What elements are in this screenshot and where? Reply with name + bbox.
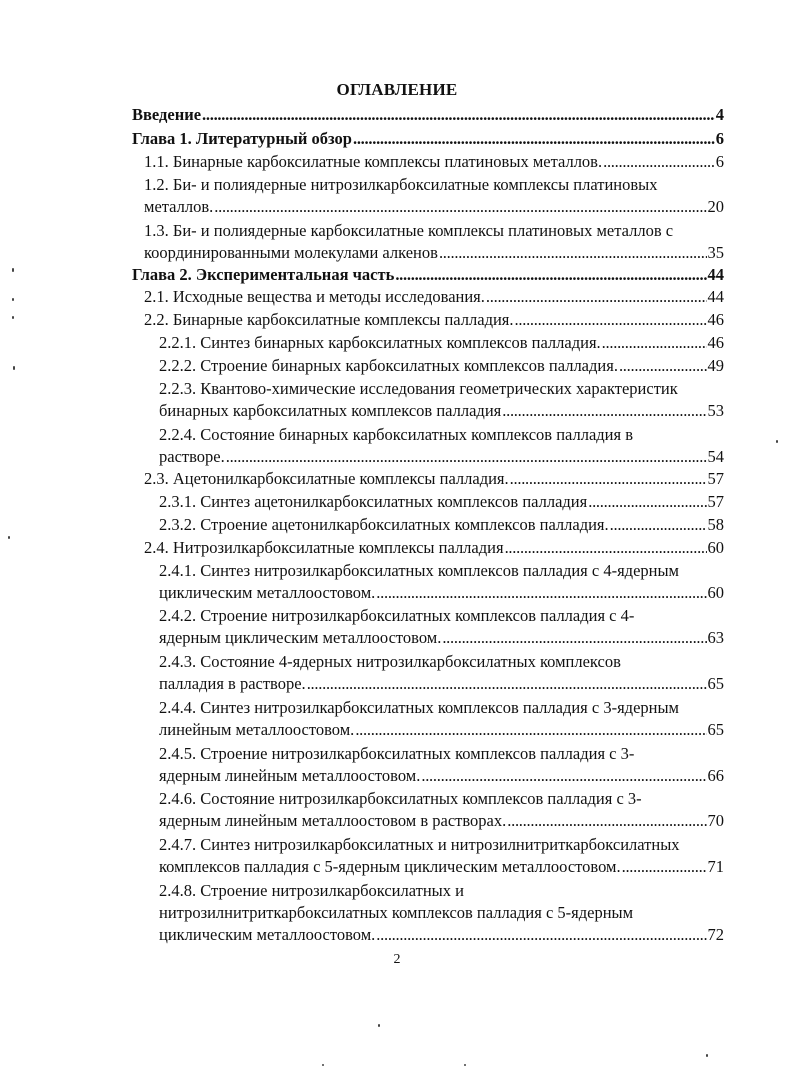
toc-page-number: 54 [707, 447, 724, 466]
toc-entry-title: палладия в растворе. [159, 674, 306, 693]
toc-page-number: 49 [707, 356, 724, 375]
toc-entry-title: циклическим металлоостовом. [159, 925, 376, 944]
toc-entry-leader-row [159, 491, 724, 513]
toc-entry [159, 788, 724, 832]
toc-entry-title: Введение [132, 105, 202, 124]
toc-entry [144, 309, 724, 331]
toc-entry-line: 2.4.1. Синтез нитрозилкарбоксилатных комплексов палладия с 4-ядерным [159, 561, 679, 580]
toc-entry [159, 743, 724, 787]
toc-entry [144, 151, 724, 173]
toc-dot-leader [376, 924, 706, 946]
toc-dot-leader [439, 242, 707, 264]
toc-dot-leader [486, 286, 707, 308]
toc-entry [144, 468, 724, 490]
toc-page-number: 65 [707, 674, 724, 693]
toc-entry [159, 880, 724, 946]
scan-speck [706, 1054, 708, 1057]
toc-entry-leader-row [144, 309, 724, 331]
toc-entry [159, 560, 724, 604]
toc-dot-leader [355, 719, 706, 741]
toc-entry-leader-row [159, 582, 724, 604]
scan-speck [12, 298, 14, 301]
toc-entry-title: 2.3. Ацетонилкарбоксилатные комплексы палладия. [144, 469, 509, 488]
toc-entry [159, 605, 724, 649]
toc-entry-title: Глава 2. Экспериментальная часть [132, 265, 395, 284]
toc-page-number: 44 [707, 287, 724, 306]
toc-page-number: 63 [707, 628, 724, 647]
toc-dot-leader [202, 104, 715, 126]
toc-entry [132, 104, 724, 126]
toc-entry-line: 2.4.7. Синтез нитрозилкарбоксилатных и нитрозилнитриткарбоксилатных [159, 835, 680, 854]
toc-entry-title: 2.1. Исходные вещества и методы исследования. [144, 287, 485, 306]
toc-page-number: 57 [707, 492, 724, 511]
toc-entry [159, 332, 724, 354]
toc-dot-leader [395, 264, 706, 286]
toc-entry [159, 651, 724, 695]
toc-entry-leader-row [159, 856, 724, 878]
toc-entry-title: 1.1. Бинарные карбоксилатные комплексы платиновых металлов. [144, 152, 603, 171]
toc-page-number: 46 [707, 333, 724, 352]
scan-speck [322, 1064, 324, 1066]
toc-dot-leader [603, 151, 715, 173]
toc-entry-leader-row [159, 446, 724, 468]
toc-dot-leader [214, 196, 706, 218]
toc-entry-line: 2.2.3. Квантово-химические исследования геометрических характеристик [159, 379, 678, 398]
toc-page-number: 70 [707, 811, 724, 830]
toc-entry-leader-row [144, 468, 724, 490]
toc-entry-line: 2.4.3. Состояние 4-ядерных нитрозилкарбоксилатных комплексов [159, 652, 621, 671]
toc-page-number: 60 [707, 538, 724, 557]
toc-entry-title: ядерным линейным металлоостовом в растворах. [159, 811, 507, 830]
toc-dot-leader [442, 627, 706, 649]
toc-entry-title: ядерным линейным металлоостовом. [159, 766, 421, 785]
toc-entry-line: 1.2. Би- и полиядерные нитрозилкарбоксилатные комплексы платиновых [144, 175, 658, 194]
toc-dot-leader [602, 332, 707, 354]
toc-entry-title: растворе. [159, 447, 225, 466]
toc-dot-leader [307, 673, 707, 695]
toc-dot-leader [505, 537, 707, 559]
toc-entry [159, 378, 724, 422]
toc-entry-title: 2.3.2. Строение ацетонилкарбоксилатных комплексов палладия. [159, 515, 609, 534]
toc-entry-leader-row [159, 673, 724, 695]
toc-dot-leader [588, 491, 706, 513]
toc-page-number: 71 [707, 857, 724, 876]
toc-entry-leader-row [159, 719, 724, 741]
toc-dot-leader [226, 446, 707, 468]
toc-entry-line: 2.4.2. Строение нитрозилкарбоксилатных комплексов палладия с 4- [159, 606, 635, 625]
scan-speck [8, 536, 10, 539]
toc-entry-title: координированными молекулами алкенов [144, 243, 438, 262]
toc-dot-leader [421, 765, 706, 787]
toc-entry-line: 2.4.4. Синтез нитрозилкарбоксилатных комплексов палладия с 3-ядерным [159, 698, 679, 717]
toc-dot-leader [353, 128, 715, 150]
toc-entry-leader-row [144, 196, 724, 218]
toc-entry-title: 2.4. Нитрозилкарбоксилатные комплексы палладия [144, 538, 504, 557]
scan-speck [776, 440, 778, 443]
toc-entry-line: 2.4.6. Состояние нитрозилкарбоксилатных комплексов палладия с 3- [159, 789, 642, 808]
toc-entry [132, 264, 724, 286]
toc-entry [159, 834, 724, 878]
toc-entry [159, 491, 724, 513]
toc-entry [159, 355, 724, 377]
toc-entry-leader-row [159, 810, 724, 832]
toc-dot-leader [622, 856, 707, 878]
toc-page-number: 20 [707, 197, 724, 216]
toc-entry-leader-row [144, 151, 724, 173]
toc-entry-title: 2.2.1. Синтез бинарных карбоксилатных комплексов палладия. [159, 333, 601, 352]
toc-page-number: 53 [707, 401, 724, 420]
toc-dot-leader [619, 355, 707, 377]
toc-page-number: 6 [715, 129, 724, 148]
toc-dot-leader [376, 582, 706, 604]
page-number: 2 [393, 952, 401, 967]
toc-dot-leader [610, 514, 707, 536]
toc-entry-leader-row [159, 400, 724, 422]
toc-entry-title: 2.2. Бинарные карбоксилатные комплексы палладия. [144, 310, 514, 329]
toc-entry-title: металлов. [144, 197, 214, 216]
toc-page-number: 58 [707, 515, 724, 534]
toc-entry-line: 2.4.5. Строение нитрозилкарбоксилатных комплексов палладия с 3- [159, 744, 635, 763]
toc-page-number: 66 [707, 766, 724, 785]
toc-page-number: 35 [707, 243, 724, 262]
scan-speck [12, 268, 14, 272]
toc-entry [159, 424, 724, 468]
toc-entry-title: линейным металлоостовом. [159, 720, 355, 739]
toc-entry [144, 220, 724, 264]
toc-page-number: 46 [707, 310, 724, 329]
toc-entry-leader-row [144, 242, 724, 264]
toc-entry-title: ядерным циклическим металлоостовом. [159, 628, 442, 647]
toc-entry-leader-row [159, 765, 724, 787]
toc-entry-leader-row [144, 537, 724, 559]
toc-entry-line: 2.2.4. Состояние бинарных карбоксилатных комплексов палладия в [159, 425, 634, 444]
toc-heading: ОГЛАВЛЕНИЕ [336, 80, 458, 99]
toc-entry-title: циклическим металлоостовом. [159, 583, 376, 602]
toc-entry-title: бинарных карбоксилатных комплексов палладия [159, 401, 502, 420]
toc-entry-leader-row [159, 627, 724, 649]
toc-entry-leader-row [159, 924, 724, 946]
toc-entry [159, 697, 724, 741]
toc-entry-line: 1.3. Би- и полиядерные карбоксилатные комплексы платиновых металлов с [144, 221, 674, 240]
scan-speck [464, 1064, 466, 1066]
toc-entry [159, 514, 724, 536]
toc-entry-title: 2.3.1. Синтез ацетонилкарбоксилатных комплексов палладия [159, 492, 588, 511]
toc-page-number: 4 [715, 105, 724, 124]
toc-entry-leader-row [159, 332, 724, 354]
toc-page-number: 60 [707, 583, 724, 602]
toc-entry-title: комплексов палладия с 5-ядерным циклическим металлоостовом. [159, 857, 621, 876]
toc-entry-title: Глава 1. Литературный обзор [132, 129, 352, 148]
toc-page-number: 6 [715, 152, 724, 171]
scan-speck [378, 1024, 380, 1027]
toc-entry-line: 2.4.8. Строение нитрозилкарбоксилатных и [159, 881, 464, 900]
toc-page-number: 44 [707, 265, 724, 284]
toc-entry-title: 2.2.2. Строение бинарных карбоксилатных комплексов палладия. [159, 356, 618, 375]
toc-page-number: 65 [707, 720, 724, 739]
toc-entry [132, 128, 724, 150]
toc-page-number: 72 [707, 925, 724, 944]
toc-entry-leader-row [159, 514, 724, 536]
scan-speck [13, 366, 15, 370]
toc-entry-leader-row [132, 104, 724, 126]
toc-entry-leader-row [132, 128, 724, 150]
toc-dot-leader [507, 810, 706, 832]
toc-entry [144, 174, 724, 218]
toc-dot-leader [502, 400, 706, 422]
toc-entry [144, 537, 724, 559]
toc-entry-leader-row [144, 286, 724, 308]
toc-entry-leader-row [132, 264, 724, 286]
scan-speck [12, 316, 14, 319]
toc-entry [144, 286, 724, 308]
toc-page-number: 57 [707, 469, 724, 488]
toc-entry-line: нитрозилнитриткарбоксилатных комплексов палладия с 5-ядерным [159, 903, 634, 922]
toc-entry-leader-row [159, 355, 724, 377]
toc-dot-leader [515, 309, 707, 331]
toc-dot-leader [510, 468, 707, 490]
